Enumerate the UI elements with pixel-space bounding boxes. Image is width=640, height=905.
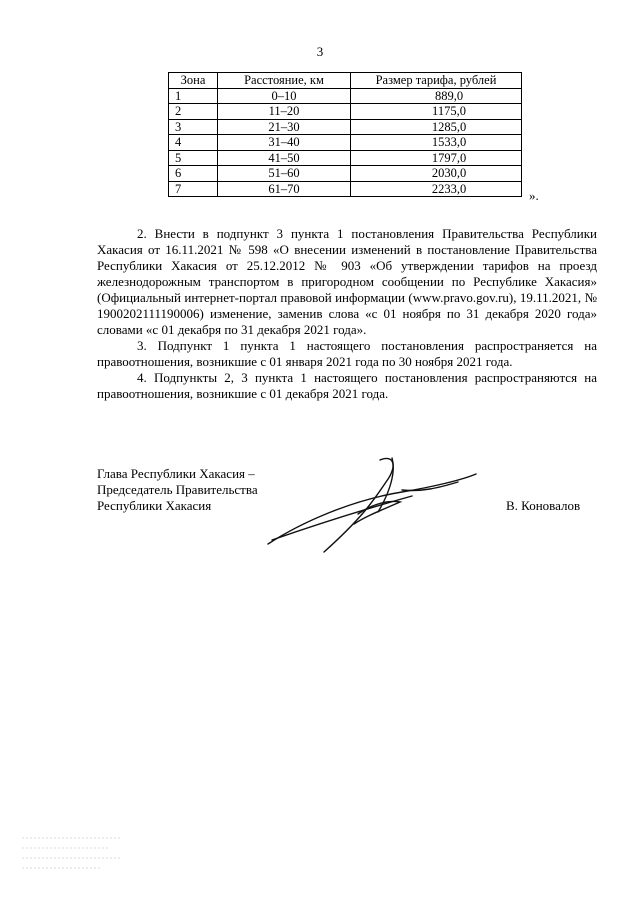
distance-cell: 0–10: [218, 88, 351, 104]
signer-title-line: Председатель Правительства: [97, 482, 258, 497]
zone-cell: 7: [169, 181, 218, 197]
tariff-cell: 1533,0: [351, 135, 522, 151]
zone-cell: 6: [169, 166, 218, 182]
signer-title-line: Республики Хакасия: [97, 498, 212, 513]
table-row: [169, 88, 522, 104]
tariff-table: [168, 72, 522, 197]
table-row: [169, 166, 522, 182]
distance-cell: 21–30: [218, 119, 351, 135]
paragraph-2: 2. Внести в подпункт 3 пункта 1 постановления Правительства Республики Хакасия от 16.11.2021 № 598 «О внесении изменений в постановление Правительства Республики Хакасия от 25.12.2012 № 903 «Об утверждении тарифов на проезд железнодорожным транспортом в пригородном сообщении по Республике Хакасия» (Официальный интернет-портал правовой информации (www.pravo.gov.ru), 19.11.2021, № 1900202111190006) изменение, заменив слова «с 01 ноября по 31 декабря 2020 года» словами «с 01 декабря по 31 декабря 2021 года».: [97, 226, 597, 337]
distance-cell: 61–70: [218, 181, 351, 197]
zone-cell: 1: [169, 88, 218, 104]
body-text: [97, 226, 597, 402]
tariff-cell: 1797,0: [351, 150, 522, 166]
zone-cell: 3: [169, 119, 218, 135]
paragraph-4: 4. Подпункты 2, 3 пункта 1 настоящего постановления распространяются на правоотношения, возникшие с 01 декабря 2021 года.: [97, 370, 597, 401]
page-number: 3: [316, 44, 324, 59]
zone-cell: 5: [169, 150, 218, 166]
header-zone: Зона: [169, 73, 218, 89]
table-header-row: [169, 73, 522, 89]
signer-name: В. Коновалов: [506, 498, 581, 513]
tariff-cell: 1175,0: [351, 104, 522, 120]
tariff-cell: 2030,0: [351, 166, 522, 182]
zone-cell: 4: [169, 135, 218, 151]
table-row: [169, 150, 522, 166]
signer-title-line: Глава Республики Хакасия –: [97, 466, 255, 481]
tariff-cell: 889,0: [351, 88, 522, 104]
faded-stamp: [20, 828, 130, 878]
header-tariff: Размер тарифа, рублей: [351, 73, 522, 89]
zone-cell: 2: [169, 104, 218, 120]
tariff-cell: 2233,0: [351, 181, 522, 197]
table-row: [169, 135, 522, 151]
distance-cell: 11–20: [218, 104, 351, 120]
paragraph-3: 3. Подпункт 1 пункта 1 настоящего постановления распространяется на правоотношения, возникшие с 01 января 2021 года по 30 ноября 2021 года.: [97, 338, 597, 369]
distance-cell: 51–60: [218, 166, 351, 182]
closing-quote: ».: [529, 188, 539, 203]
distance-cell: 31–40: [218, 135, 351, 151]
header-distance: Расстояние, км: [218, 73, 351, 89]
table-row: [169, 104, 522, 120]
handwritten-signature: [262, 452, 482, 562]
distance-cell: 41–50: [218, 150, 351, 166]
tariff-cell: 1285,0: [351, 119, 522, 135]
table-row: [169, 119, 522, 135]
table-row: [169, 181, 522, 197]
